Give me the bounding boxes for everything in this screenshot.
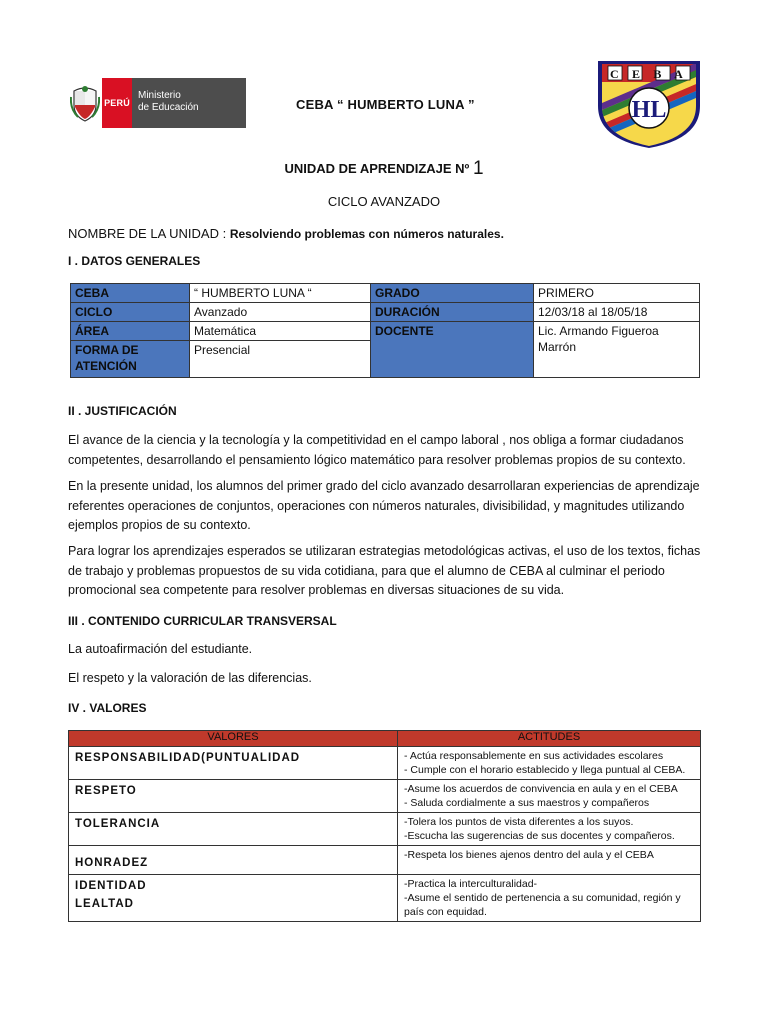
- justificacion-p1: El avance de la ciencia y la tecnología y la competitividad en el campo laboral , nos obliga a formar ciudadanos competentes, desarrollando el pensamiento lógico matemático para resolver problemas propios de su contexto.: [68, 433, 686, 467]
- datos-table: [70, 283, 700, 378]
- ministerio-logo: [68, 78, 246, 128]
- table-row: [71, 284, 700, 303]
- ceba-logo-letters: C E B A: [609, 67, 689, 81]
- datos-value-area: Matemática: [190, 322, 371, 341]
- actitud-line: -Practica la interculturalidad-: [404, 878, 538, 890]
- ceba-title: CEBA “ HUMBERTO LUNA ”: [296, 97, 475, 112]
- valor-identidad-lealtad: [69, 875, 398, 922]
- actitudes-cell: [398, 846, 701, 875]
- valor-tolerancia: TOLERANCIA: [69, 813, 398, 846]
- peru-label: PERÚ: [102, 78, 132, 128]
- actitud-line: -Respeta los bienes ajenos dentro del aula y el CEBA: [404, 849, 654, 861]
- col-valores: VALORES: [69, 731, 398, 747]
- valor-identidad: IDENTIDAD: [75, 880, 147, 892]
- unit-name-label: NOMBRE DE LA UNIDAD :: [68, 226, 227, 241]
- actitud-line: - Actúa responsablemente en sus actividades escolares: [404, 750, 664, 762]
- datos-label-grado: GRADO: [371, 284, 534, 303]
- valor-respeto: RESPETO: [69, 780, 398, 813]
- datos-label-ciclo: CICLO: [71, 303, 190, 322]
- table-header-row: [69, 731, 701, 747]
- table-row: [69, 846, 701, 875]
- datos-label-area: ÁREA: [71, 322, 190, 341]
- peru-coat-of-arms-icon: [68, 78, 102, 128]
- unit-number: 1: [472, 158, 484, 179]
- ceba-logo: [594, 58, 704, 148]
- actitudes-cell: [398, 875, 701, 922]
- table-row: [71, 303, 700, 322]
- col-actitudes: ACTITUDES: [398, 731, 701, 747]
- datos-value-ceba: “ HUMBERTO LUNA “: [190, 284, 371, 303]
- actitud-line: - Cumple con el horario establecido y llega puntual al CEBA.: [404, 764, 686, 776]
- table-row: [69, 813, 701, 846]
- contenido-item1: La autoafirmación del estudiante.: [68, 642, 253, 656]
- table-row: [69, 780, 701, 813]
- datos-label-ceba: CEBA: [71, 284, 190, 303]
- actitudes-cell: [398, 747, 701, 780]
- valor-honradez: HONRADEZ: [69, 846, 398, 875]
- valor-lealtad: LEALTAD: [75, 898, 134, 910]
- unit-title-prefix: UNIDAD DE APRENDIZAJE Nº: [284, 161, 470, 176]
- unit-title: [0, 158, 768, 180]
- justificacion-heading: II . JUSTIFICACIÓN: [68, 404, 177, 418]
- actitud-line: -Asume el sentido de pertenencia a su comunidad, región y país con equidad.: [404, 892, 681, 918]
- ministerio-line2: de Educación: [138, 102, 199, 113]
- unit-name: [68, 226, 504, 241]
- datos-value-duracion: 12/03/18 al 18/05/18: [534, 303, 700, 322]
- ministerio-label: [132, 78, 246, 128]
- ciclo-title: CICLO AVANZADO: [327, 194, 441, 209]
- actitudes-cell: [398, 813, 701, 846]
- datos-label-duracion: DURACIÓN: [371, 303, 534, 322]
- actitudes-cell: [398, 780, 701, 813]
- datos-value-forma: Presencial: [190, 341, 371, 378]
- ministerio-line1: Ministerio: [138, 90, 181, 101]
- actitud-line: -Asume los acuerdos de convivencia en aula y en el CEBA: [404, 783, 678, 795]
- datos-label-forma: FORMA DE ATENCIÓN: [71, 341, 190, 378]
- datos-value-docente: Lic. Armando Figueroa Marrón: [534, 322, 700, 378]
- justificacion-p2: En la presente unidad, los alumnos del primer grado del ciclo avanzado desarrollaran experiencias de aprendizaje referentes operaciones de conjuntos, operaciones con números naturales, divisibilidad, y magnitudes utilizando ejemplos propios de su contexto.: [68, 479, 700, 532]
- datos-value-grado: PRIMERO: [534, 284, 700, 303]
- contenido-item2: El respeto y la valoración de las diferencias.: [68, 671, 312, 685]
- actitud-line: -Tolera los puntos de vista diferentes a los suyos.: [404, 816, 634, 828]
- actitud-line: -Escucha las sugerencias de sus docentes y compañeros.: [404, 830, 675, 842]
- justificacion-p3: Para lograr los aprendizajes esperados se utilizaran estrategias metodológicas activas, el uso de los textos, fichas de trabajo y problemas propuestos de su vida cotidiana, para que el alumno de CEBA al culminar el periodo promocional sea competente para resolver problemas en diversas situaciones de su vida.: [68, 544, 701, 597]
- valores-table: [68, 730, 701, 922]
- table-row: [71, 322, 700, 341]
- contenido-heading: III . CONTENIDO CURRICULAR TRANSVERSAL: [68, 614, 337, 628]
- datos-label-docente: DOCENTE: [371, 322, 534, 378]
- datos-value-ciclo: Avanzado: [190, 303, 371, 322]
- datos-heading: I . DATOS GENERALES: [68, 254, 201, 268]
- table-row: [69, 747, 701, 780]
- valor-responsabilidad: RESPONSABILIDAD(PUNTUALIDAD: [69, 747, 398, 780]
- table-row: [69, 875, 701, 922]
- actitud-line: - Saluda cordialmente a sus maestros y compañeros: [404, 797, 650, 809]
- unit-name-value: Resolviendo problemas con números naturales.: [229, 227, 504, 241]
- valores-heading: IV . VALORES: [68, 701, 147, 715]
- ceba-logo-monogram: HL: [631, 97, 667, 123]
